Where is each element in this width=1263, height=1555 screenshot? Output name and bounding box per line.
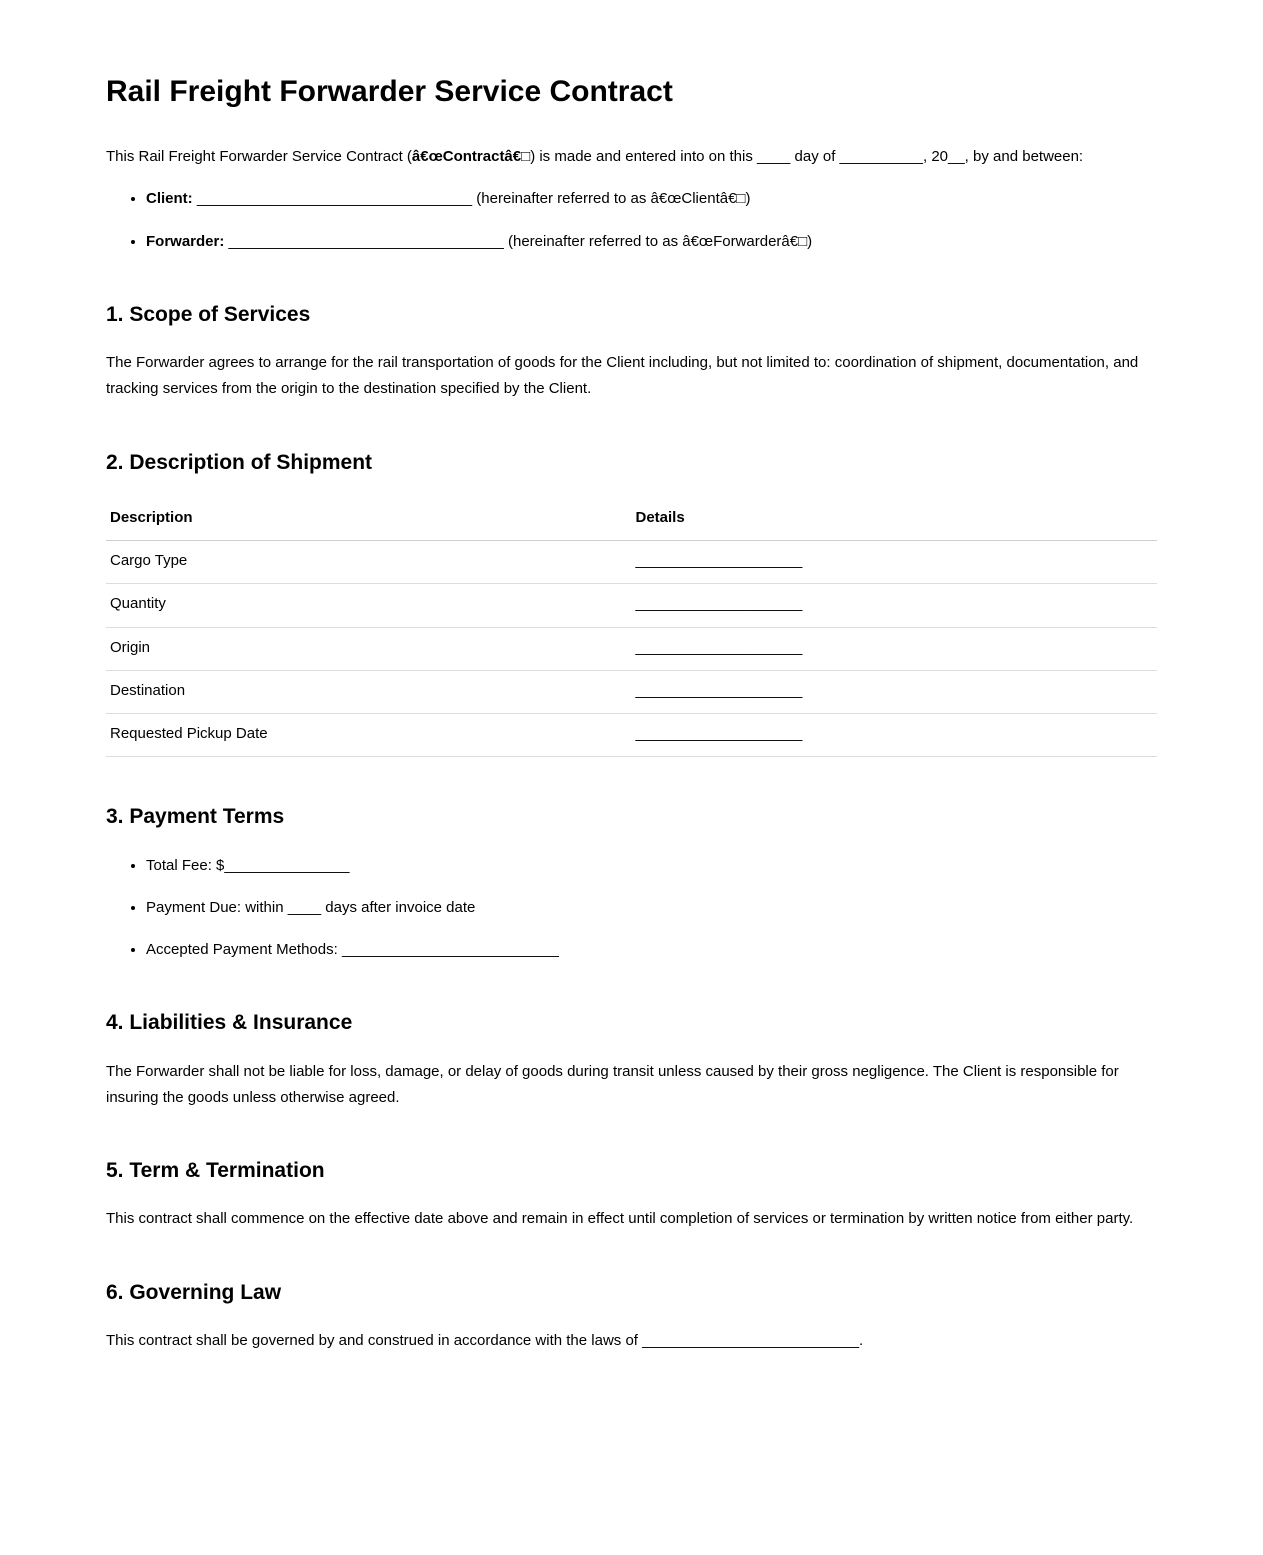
scope-paragraph: The Forwarder agrees to arrange for the rail transportation of goods for the Client including, but not limited to: coordination of shipment, documentation, and tracking services from the origin to the destination specified by the Client. (106, 354, 1139, 398)
table-row-quantity (106, 584, 1157, 627)
intro-paragraph (106, 144, 1157, 170)
page-title: Rail Freight Forwarder Service Contract (106, 75, 673, 108)
list-item-total-fee: • Total Fee: $_______________ (146, 853, 1157, 879)
section-heading-payment: 3. Payment Terms (106, 805, 285, 829)
forwarder-blank-line: _________________________________ (hereinafter referred to as â€œForwarderâ€□) (224, 232, 813, 250)
term-paragraph: This contract shall commence on the effective date above and remain in effect until completion of services or termination by written notice from either party. (106, 1210, 1134, 1228)
column-header-details: Details (632, 498, 1158, 541)
table-row-cargo-type (106, 541, 1157, 584)
intro-contract-term: â€œContractâ€□ (411, 148, 531, 165)
liabilities-paragraph: The Forwarder shall not be liable for loss, damage, or delay of goods during transit unless caused by their gross negligence. The Client is responsible for insuring the goods unless otherwise agreed. (106, 1062, 1119, 1106)
cell-label: Quantity (106, 584, 632, 627)
cell-blank-line: ____________________ (632, 627, 1158, 670)
parties-list (106, 186, 1157, 255)
shipment-table (106, 498, 1157, 758)
cell-blank-line: ____________________ (632, 714, 1158, 757)
list-item-payment-methods: • Accepted Payment Methods: __________________________ (146, 937, 1157, 963)
party-item-client (146, 186, 1157, 212)
intro-text-post: ) is made and entered into on this ____ day of __________, 20__, by and between: (530, 148, 1084, 165)
forwarder-label: Forwarder: (146, 232, 225, 250)
shipment-table-header-row (106, 498, 1157, 541)
list-item-payment-due: • Payment Due: within ____ days after invoice date (146, 895, 1157, 921)
client-blank-line: _________________________________ (hereinafter referred to as â€œClientâ€□) (192, 190, 751, 208)
table-row-destination (106, 670, 1157, 713)
section-heading-law: 6. Governing Law (106, 1280, 282, 1304)
table-row-origin (106, 627, 1157, 670)
governing-law-paragraph: This contract shall be governed by and construed in accordance with the laws of __________________________. (106, 1332, 864, 1350)
column-header-description: Description (106, 498, 632, 541)
intro-text-pre: This Rail Freight Forwarder Service Contract ( (106, 148, 412, 165)
cell-label: Destination (106, 670, 632, 713)
cell-label: Requested Pickup Date (106, 714, 632, 757)
cell-blank-line: ____________________ (632, 670, 1158, 713)
section-heading-term: 5. Term & Termination (106, 1159, 325, 1183)
cell-blank-line: ____________________ (632, 584, 1158, 627)
payment-terms-list (106, 853, 1157, 964)
cell-blank-line: ____________________ (632, 541, 1158, 584)
table-row-requested-pickup-date (106, 714, 1157, 757)
cell-label: Origin (106, 627, 632, 670)
cell-label: Cargo Type (106, 541, 632, 584)
section-heading-liabilities: 4. Liabilities & Insurance (106, 1011, 353, 1035)
client-label: Client: (146, 190, 193, 208)
section-heading-scope: 1. Scope of Services (106, 302, 311, 326)
section-heading-shipment: 2. Description of Shipment (106, 450, 373, 474)
party-item-forwarder (146, 229, 1157, 255)
